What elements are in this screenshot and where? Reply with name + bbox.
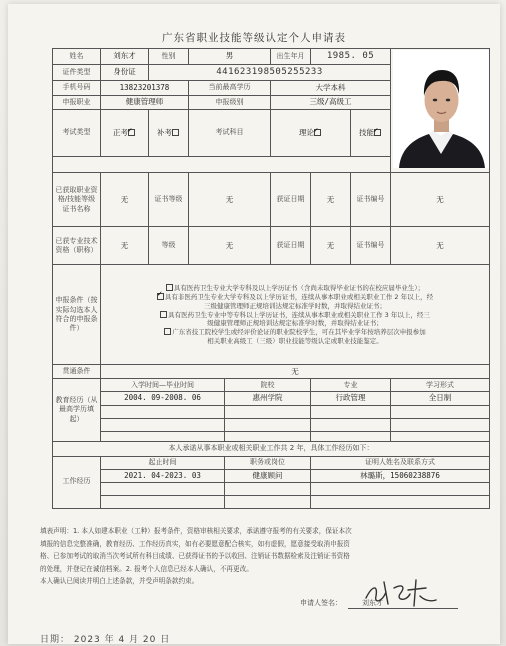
- condition-line: [103, 302, 487, 311]
- value-phone: 13823201378: [101, 80, 189, 95]
- option-new-exam: [101, 110, 149, 156]
- condition-text: 具有医药卫生专业中等专科以上学历证书，连续从事本职业或相关职业工作 3 年以上，经三: [168, 310, 430, 319]
- edu-empty-cell: [225, 431, 311, 441]
- retake-label: 补考: [157, 127, 172, 137]
- work-position: 健康顾问: [225, 469, 311, 482]
- label-name: 姓名: [53, 49, 101, 65]
- edu-empty-cell: [311, 418, 391, 431]
- condition-text: 级健康管理师正规培训达规定标准学时数，并取得结业证书；: [207, 319, 383, 328]
- label-cert-obtained: 已获取职业资格/技能等级证书名称: [53, 173, 101, 227]
- value-id-number: 441623198505255233: [149, 64, 391, 80]
- condition-4-checkbox[interactable]: [164, 328, 171, 335]
- work-header-position: 职务或岗位: [225, 456, 311, 469]
- label-exam-subject: 考试科目: [189, 110, 271, 156]
- condition-text: 三级健康管理师正规培训达规定标准学时数，并取得结业证书；: [204, 301, 386, 310]
- condition-line: [103, 311, 487, 320]
- condition-line: [103, 319, 487, 328]
- label-education-history: 教育经历（从最高学历填起）: [53, 379, 101, 441]
- value-education: 大学本科: [271, 80, 391, 95]
- new-exam-label: 正考: [113, 127, 128, 137]
- edu-empty-cell: [391, 418, 490, 431]
- theory-checkbox[interactable]: [314, 129, 321, 136]
- portrait-image: [393, 50, 490, 168]
- label-conditions: 申报条件（按实际勾选本人符合的申报条件）: [53, 265, 101, 365]
- application-date: 日期： 2023 年 4 月 20 日: [40, 635, 171, 645]
- value-level: 三级/高级工: [271, 95, 391, 110]
- work-header-reference: 证明人姓名及联系方式: [311, 456, 490, 469]
- work-empty-cell: [225, 482, 311, 495]
- work-empty-cell: [311, 482, 490, 495]
- table-row: [53, 495, 490, 508]
- label-gender: 性别: [149, 49, 189, 65]
- edu-empty-cell: [311, 405, 391, 418]
- value-tech-cert-no: 无: [391, 227, 490, 265]
- edu-header-school: 院校: [225, 379, 311, 392]
- photo-spacer-row: [53, 156, 391, 173]
- work-period: 2021. 04-2023. 03: [101, 469, 225, 482]
- value-id-type: 身份证: [101, 64, 149, 80]
- edu-empty-cell: [391, 431, 490, 441]
- edu-major: 行政管理: [311, 392, 391, 405]
- new-exam-checkbox[interactable]: [128, 129, 135, 136]
- condition-2-checkbox[interactable]: [157, 293, 164, 300]
- condition-text: 相关职业高级工（三级）职业技能等级认定或职业技能鉴定。: [207, 336, 383, 345]
- signature-printed-name: 刘东才: [362, 599, 383, 607]
- handwritten-signature: [362, 576, 442, 610]
- condition-line: [103, 328, 487, 337]
- edu-empty-cell: [101, 418, 225, 431]
- label-tech-qual: 已获专业技术资格（职称）: [53, 227, 101, 265]
- work-empty-cell: [225, 495, 311, 508]
- edu-form: 全日制: [391, 392, 490, 405]
- statement-line: 填报的信息完整准确，教育经历、工作经历真实，如有必要愿意配合核实，如有虚假，愿意接受取消申报资: [40, 539, 350, 548]
- skill-checkbox[interactable]: [374, 129, 381, 136]
- table-row: [53, 469, 490, 482]
- label-education: 当前最高学历: [189, 80, 271, 95]
- label-grade: 等级: [149, 227, 189, 265]
- label-birth: 出生年月: [271, 49, 311, 65]
- value-gender: 男: [189, 49, 271, 65]
- value-birth: 1985. 05: [311, 49, 391, 65]
- statement-line: 格、已参加考试的取消当次考试所有科目成绩、已获得证书的予以收回、注销证书数据检索及注销证书资格: [40, 552, 350, 561]
- label-level: 申报级别: [189, 95, 271, 110]
- label-tech-cert-no: 证书编号: [351, 227, 391, 265]
- work-commit-text: 本人承诺从事本职业或相关职业工作共 2 年，具体工作经历如下：: [53, 441, 490, 456]
- form-title: 广东省职业技能等级认定个人申请表: [162, 32, 346, 44]
- table-row: [53, 482, 490, 495]
- table-row: [53, 418, 490, 431]
- table-row: [53, 392, 490, 405]
- edu-header-major: 专业: [311, 379, 391, 392]
- condition-text: 具有医药卫生专业大学专科及以上学历证书（含尚未取得毕业证书的在校应届毕业生）；: [173, 284, 425, 293]
- edu-empty-cell: [101, 431, 225, 441]
- condition-3-checkbox[interactable]: [160, 311, 167, 318]
- label-occupation: 申报职业: [53, 95, 101, 110]
- value-grade: 无: [189, 227, 271, 265]
- work-reference: 林璐斯，15060238876: [311, 469, 490, 482]
- edu-school: 惠州学院: [225, 392, 311, 405]
- label-tech-obtain-date: 获证日期: [271, 227, 311, 265]
- signature-label: 申请人签名：: [300, 599, 342, 607]
- edu-empty-cell: [391, 405, 490, 418]
- condition-text: 具有非医药卫生专业大学专科及以上学历证书，连续从事本职业或相关职业工作 2 年以上，经: [164, 293, 434, 302]
- label-cert-no: 证书编号: [351, 173, 391, 227]
- value-through: 无: [101, 365, 490, 379]
- conditions-list: [101, 265, 490, 365]
- label-phone: 手机号码: [53, 80, 101, 95]
- label-cert-level: 证书等级: [149, 173, 189, 227]
- condition-text: 广东省技工院校学生或经评价论证的职业院校学生，可在其毕业学年按培养层次申报参加: [172, 328, 426, 337]
- label-id-type: 证件类型: [53, 64, 101, 80]
- option-retake: [149, 110, 189, 156]
- value-cert-name: 无: [101, 173, 149, 227]
- condition-1-checkbox[interactable]: [166, 284, 173, 291]
- edu-empty-cell: [311, 431, 391, 441]
- value-cert-no: 无: [391, 173, 490, 227]
- edu-header-form: 学习形式: [391, 379, 490, 392]
- work-empty-cell: [311, 495, 490, 508]
- edu-empty-cell: [225, 418, 311, 431]
- condition-line: [103, 293, 487, 302]
- edu-period: 2004. 09-2008. 06: [101, 392, 225, 405]
- value-name: 刘东才: [101, 49, 149, 65]
- work-header-period: 起止时间: [101, 456, 225, 469]
- statement-line: 本人确认已阅读并明白上述条款，并受声明条款约束。: [40, 577, 199, 586]
- label-exam-type: 考试类型: [53, 110, 101, 156]
- value-tech-obtain-date: 无: [311, 227, 351, 265]
- edu-empty-cell: [225, 405, 311, 418]
- value-occupation: 健康管理师: [101, 95, 189, 110]
- application-table: [52, 48, 490, 509]
- table-row: [53, 431, 490, 441]
- table-row: [53, 405, 490, 418]
- label-through: 贯通条件: [53, 365, 101, 379]
- condition-line: [103, 337, 487, 346]
- theory-label: 理论: [299, 127, 314, 137]
- retake-checkbox[interactable]: [172, 129, 179, 136]
- value-cert-level: 无: [189, 173, 271, 227]
- work-empty-cell: [101, 495, 225, 508]
- option-theory: [271, 110, 351, 156]
- value-obtain-date: 无: [311, 173, 351, 227]
- statement-line: 的处理，并登记在诚信档案。2. 报考个人信息已经本人确认，不再更改。: [40, 564, 253, 573]
- edu-header-period: 入学时间—毕业时间: [101, 379, 225, 392]
- statement-line: 填表声明：1. 本人如建本职业（工种）报考条件，资格审核相关要求，承诺遵守报考的有关要求，保证本次: [40, 527, 352, 535]
- option-skill: [351, 110, 391, 156]
- value-tech-qual: 无: [101, 227, 149, 265]
- label-obtain-date: 获证日期: [271, 173, 311, 227]
- edu-empty-cell: [101, 405, 225, 418]
- label-work-history: 工作经历: [53, 456, 101, 508]
- work-empty-cell: [101, 482, 225, 495]
- skill-label: 技能: [359, 127, 374, 137]
- applicant-photo: [391, 49, 490, 173]
